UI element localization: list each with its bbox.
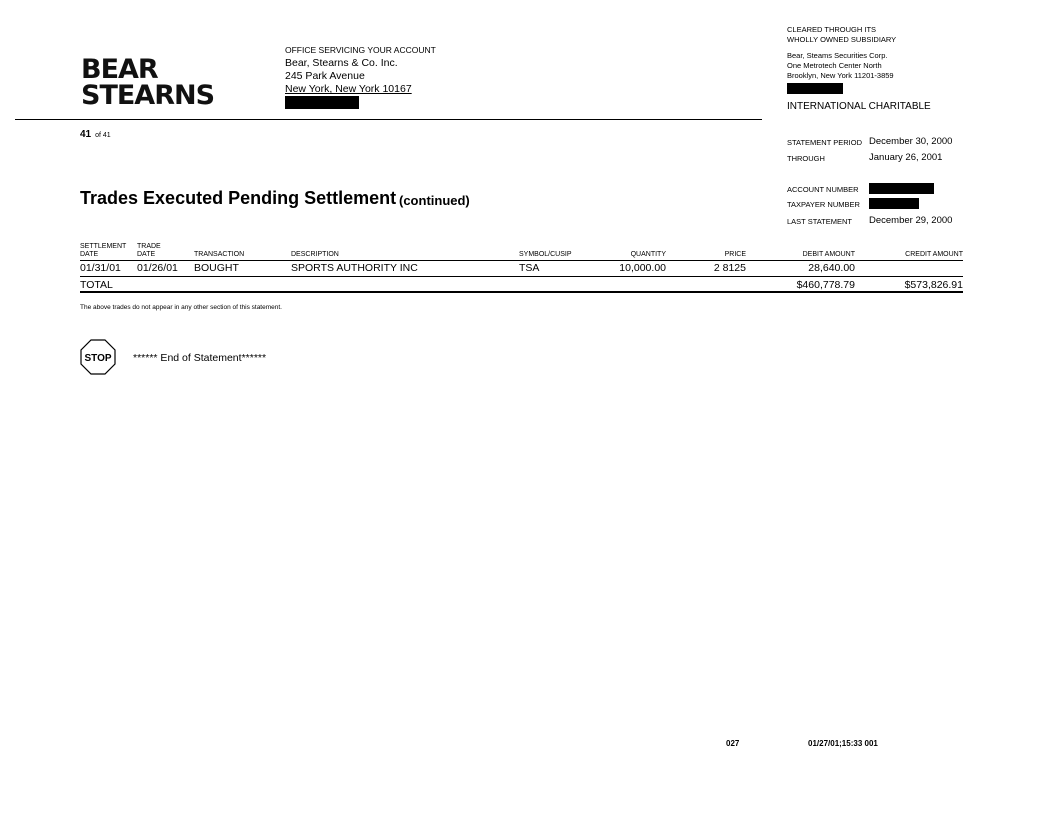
col-credit: CREDIT AMOUNT (905, 251, 963, 258)
office-street: 245 Park Avenue (285, 70, 365, 82)
last-statement-value: December 29, 2000 (869, 215, 953, 226)
col-debit: DEBIT AMOUNT (802, 251, 855, 258)
total-credit: $573,826.91 (904, 279, 963, 291)
col-quantity: QUANTITY (630, 251, 666, 258)
cleared-street: One Metrotech Center North (787, 61, 882, 70)
header-text: DATE (137, 251, 156, 258)
logo-line-2: STEARNS (81, 80, 215, 111)
table-header-rule (80, 260, 963, 261)
redacted-block (787, 83, 843, 94)
office-name: Bear, Stearns & Co. Inc. (285, 57, 398, 69)
row-rule (80, 276, 963, 277)
account-number-label: ACCOUNT NUMBER (787, 185, 859, 194)
total-label: TOTAL (80, 279, 113, 291)
redacted-account-number (869, 183, 934, 194)
cleared-line-1: CLEARED THROUGH ITS (787, 25, 877, 34)
page-number (80, 129, 111, 140)
last-statement-label: LAST STATEMENT (787, 217, 853, 226)
cell-quantity: 10,000.00 (619, 262, 666, 274)
bear-stearns-logo (81, 54, 215, 111)
header-text: TRADE (137, 243, 161, 250)
footer-code: 027 (726, 739, 740, 748)
stop-sign-icon (80, 339, 116, 375)
statement-period-label: STATEMENT PERIOD (787, 138, 863, 147)
trades-note: The above trades do not appear in any other section of this statement. (80, 304, 282, 311)
logo-line-1: BEAR (81, 54, 158, 85)
cell-transaction: BOUGHT (194, 262, 239, 274)
footer-timestamp: 01/27/01;15:33 001 (808, 739, 878, 748)
cleared-name: Bear, Steams Securities Corp. (787, 51, 888, 60)
office-heading: OFFICE SERVICING YOUR ACCOUNT (285, 45, 436, 55)
total-rule (80, 291, 963, 293)
office-city: New York, New York 10167 (285, 83, 412, 95)
col-description: DESCRIPTION (291, 251, 339, 258)
cell-symbol: TSA (519, 262, 540, 274)
page-current: 41 (80, 129, 92, 140)
col-transaction: TRANSACTION (194, 251, 245, 258)
col-symbol: SYMBOL/CUSIP (519, 251, 572, 258)
cell-debit: 28,640.00 (808, 262, 855, 274)
office-address-block (285, 44, 436, 113)
section-continued: (continued) (399, 193, 470, 208)
through-value: January 26, 2001 (869, 152, 943, 163)
clearing-firm-block (787, 25, 896, 97)
section-title: Trades Executed Pending Settlement (80, 188, 397, 208)
col-trade-date (137, 243, 161, 259)
taxpayer-number-label: TAXPAYER NUMBER (787, 200, 860, 209)
through-label: THROUGH (787, 154, 825, 163)
cleared-line-2: WHOLLY OWNED SUBSIDIARY (787, 35, 897, 44)
cell-description: SPORTS AUTHORITY INC (291, 262, 418, 274)
col-settlement-date (80, 243, 126, 259)
header-text: SETTLEMENT (80, 243, 127, 250)
cell-trade-date: 01/26/01 (137, 262, 178, 274)
cell-settlement-date: 01/31/01 (80, 262, 121, 274)
header-text: DATE (80, 251, 99, 258)
redacted-block (285, 96, 359, 109)
stop-sign-label: STOP (84, 353, 112, 364)
cell-price: 2 8125 (713, 262, 746, 274)
header-divider (15, 119, 762, 120)
redacted-taxpayer-number (869, 198, 919, 209)
end-of-statement: ****** End of Statement****** (133, 352, 267, 364)
cleared-city: Brooklyn, New York 11201-3859 (787, 71, 894, 80)
account-holder-name: INTERNATIONAL CHARITABLE (787, 101, 931, 112)
col-price: PRICE (724, 251, 746, 258)
statement-period-value: December 30, 2000 (869, 136, 953, 147)
total-debit: $460,778.79 (796, 279, 855, 291)
page-total: of 41 (95, 132, 111, 139)
